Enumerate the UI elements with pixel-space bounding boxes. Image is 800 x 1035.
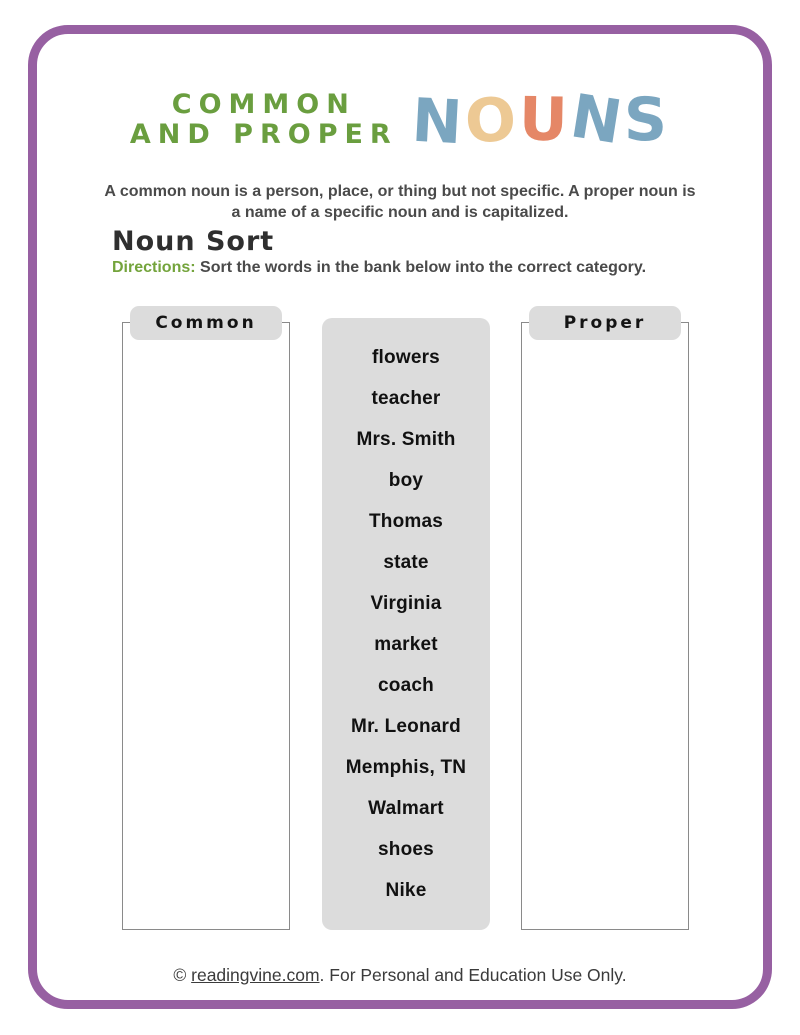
- title-noun-letter: N: [409, 85, 467, 159]
- section-heading: Noun Sort: [112, 226, 275, 257]
- title-common-and-proper: [130, 90, 398, 149]
- word-bank-item: teacher: [371, 387, 441, 409]
- footer-link[interactable]: readingvine.com: [191, 965, 320, 985]
- directions-line: [112, 259, 646, 277]
- footer-copyright: [0, 965, 800, 986]
- word-bank-item: Nike: [385, 879, 427, 901]
- word-bank: [322, 318, 490, 930]
- title-noun-letter: U: [518, 84, 572, 156]
- proper-column-header: Proper: [529, 306, 681, 340]
- footer-suffix: . For Personal and Education Use Only.: [319, 965, 627, 985]
- word-bank-item: Memphis, TN: [345, 756, 467, 778]
- word-bank-item: coach: [378, 674, 434, 696]
- title-noun-letter: N: [565, 81, 630, 159]
- common-column-header: Common: [130, 306, 282, 340]
- word-bank-item: Thomas: [368, 510, 444, 532]
- word-bank-item: Virginia: [370, 592, 442, 614]
- directions-text: Sort the words in the bank below into the correct category.: [195, 259, 647, 276]
- word-bank-item: boy: [388, 469, 424, 491]
- word-bank-item: shoes: [378, 838, 434, 860]
- footer-prefix: ©: [173, 965, 192, 985]
- title-line1: COMMON: [171, 89, 356, 121]
- title-noun-letter: S: [623, 85, 671, 155]
- word-bank-item: market: [374, 633, 438, 655]
- title-line2: AND PROPER: [129, 119, 398, 150]
- word-bank-item: state: [383, 551, 429, 573]
- title-nouns-word: [409, 81, 671, 159]
- proper-nouns-dropzone: [521, 313, 689, 930]
- word-bank-item: Mr. Leonard: [351, 715, 461, 737]
- intro-definition-text: A common noun is a person, place, or thing but not specific. A proper noun is a name of a specific noun and is capitalized.: [104, 183, 696, 222]
- word-bank-item: flowers: [372, 346, 440, 368]
- word-bank-item: Mrs. Smith: [356, 428, 456, 450]
- word-bank-item: Walmart: [368, 797, 444, 819]
- directions-label: Directions:: [112, 259, 196, 276]
- worksheet-title: [0, 81, 800, 159]
- common-nouns-dropzone: [122, 313, 290, 930]
- title-noun-letter: O: [463, 84, 521, 158]
